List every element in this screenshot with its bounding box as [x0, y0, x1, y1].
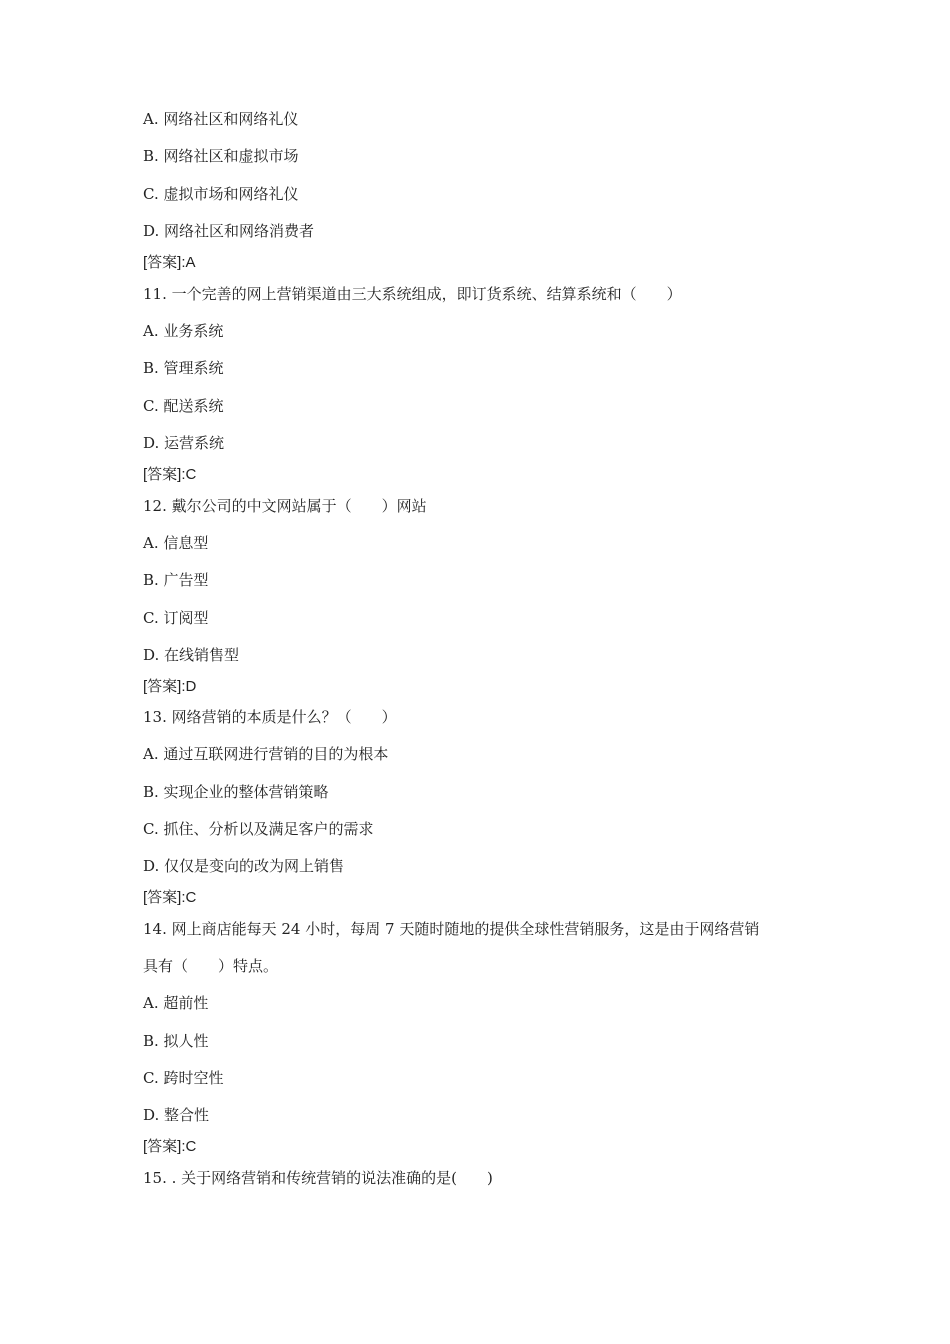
option-line: D. 仅仅是变向的改为网上销售 — [143, 857, 345, 875]
option-line: C. 虚拟市场和网络礼仪 — [143, 185, 299, 203]
answer-line: [答案]:A — [143, 254, 196, 271]
option-line: D. 整合性 — [143, 1106, 210, 1124]
option-line: A. 信息型 — [143, 534, 209, 552]
question-continuation-line: 具有（ ）特点。 — [143, 957, 279, 975]
option-line: B. 广告型 — [143, 571, 209, 589]
option-line: C. 配送系统 — [143, 397, 224, 415]
question-line: 15. . 关于网络营销和传统营销的说法准确的是( ) — [143, 1169, 493, 1187]
option-line: C. 抓住、分析以及满足客户的需求 — [143, 820, 374, 838]
option-line: D. 运营系统 — [143, 434, 225, 452]
answer-line: [答案]:D — [143, 678, 197, 695]
question-line: 12. 戴尔公司的中文网站属于（ ）网站 — [143, 497, 427, 515]
option-line: C. 跨时空性 — [143, 1069, 224, 1087]
question-line: 14. 网上商店能每天 24 小时，每周 7 天随时随地的提供全球性营销服务，这是由于网络营销 — [143, 920, 760, 938]
option-line: A. 超前性 — [143, 994, 209, 1012]
question-line: 13. 网络营销的本质是什么？（ ） — [143, 708, 397, 726]
option-line: D. 在线销售型 — [143, 646, 240, 664]
option-line: B. 实现企业的整体营销策略 — [143, 783, 329, 801]
answer-line: [答案]:C — [143, 466, 197, 483]
question-line: 11. 一个完善的网上营销渠道由三大系统组成，即订货系统、结算系统和（ ） — [143, 285, 682, 303]
option-line: A. 通过互联网进行营销的目的为根本 — [143, 745, 389, 763]
option-line: D. 网络社区和网络消费者 — [143, 222, 315, 240]
option-line: A. 网络社区和网络礼仪 — [143, 110, 299, 128]
option-line: B. 管理系统 — [143, 359, 224, 377]
option-line: B. 网络社区和虚拟市场 — [143, 147, 299, 165]
option-line: B. 拟人性 — [143, 1032, 209, 1050]
option-line: C. 订阅型 — [143, 609, 209, 627]
answer-line: [答案]:C — [143, 889, 197, 906]
answer-line: [答案]:C — [143, 1138, 197, 1155]
option-line: A. 业务系统 — [143, 322, 224, 340]
